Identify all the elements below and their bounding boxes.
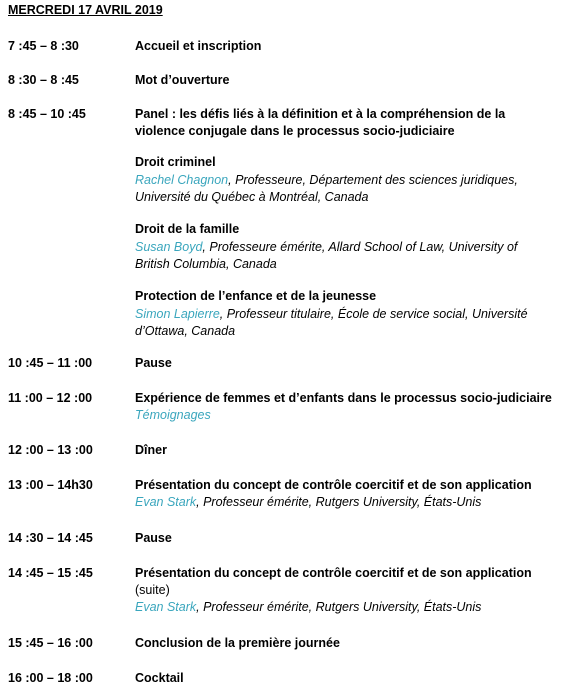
speaker-line [135,494,555,511]
speaker-line [135,599,555,616]
session-subtitle: Protection de l’enfance et de la jeunesse [135,289,377,303]
day-title: MERCREDI 17 AVRIL 2019 [8,3,163,17]
speaker-name: Simon Lapierre [135,307,220,321]
time-slot: 8 :45 – 10 :45 [8,107,86,121]
session-title: Présentation du concept de contrôle coercitif et de son application [135,566,532,580]
speaker-line [135,239,555,273]
session-title: Cocktail [135,671,184,685]
session-title: Accueil et inscription [135,39,262,53]
time-slot: 14 :45 – 15 :45 [8,566,93,580]
continued-note: (suite) [135,583,170,597]
speaker-affiliation: , Professeur émérite, Rutgers University, États-Unis [196,495,482,509]
time-slot: 15 :45 – 16 :00 [8,636,93,650]
time-slot: 13 :00 – 14h30 [8,478,93,492]
speaker-line [135,172,555,206]
panel-session [135,154,555,206]
session-title: Panel : les défis liés à la définition et à la compréhension de la violence conjugale dans le processus socio-judiciaire [135,107,506,138]
session-title: Présentation du concept de contrôle coercitif et de son application [135,478,532,492]
time-slot: 16 :00 – 18 :00 [8,671,93,685]
session-title: Mot d’ouverture [135,73,230,87]
session-title: Expérience de femmes et d’enfants dans le processus socio-judiciaire [135,391,552,405]
speaker-name: Susan Boyd [135,240,203,254]
session-subtitle: Droit de la famille [135,222,240,236]
time-slot: 12 :00 – 13 :00 [8,443,93,457]
time-slot: 11 :00 – 12 :00 [8,391,93,405]
speaker-affiliation: , Professeure, Département des sciences juridiques, Université du Québec à Montréal, Canada [135,173,518,204]
speaker-affiliation: , Professeure émérite, Allard School of Law, University of British Columbia, Canada [135,240,518,271]
speaker-name: Evan Stark [135,495,197,509]
speaker-affiliation: , Professeur émérite, Rutgers University, États-Unis [196,600,482,614]
session-title: Dîner [135,443,167,457]
time-slot: 7 :45 – 8 :30 [8,39,79,53]
speaker-name: Rachel Chagnon [135,173,229,187]
time-slot: 8 :30 – 8 :45 [8,73,79,87]
time-slot: 10 :45 – 11 :00 [8,356,93,370]
speaker-affiliation: , Professeur titulaire, École de service social, Université d’Ottawa, Canada [135,307,528,338]
session-title: Conclusion de la première journée [135,636,340,650]
session-title: Pause [135,531,172,545]
panel-session [135,221,555,273]
speaker-name: Evan Stark [135,600,197,614]
session-subtitle: Droit criminel [135,155,216,169]
testimonials-label: Témoignages [135,408,211,422]
session-title: Pause [135,356,172,370]
time-slot: 14 :30 – 14 :45 [8,531,93,545]
speaker-line [135,306,555,340]
panel-session [135,288,555,340]
